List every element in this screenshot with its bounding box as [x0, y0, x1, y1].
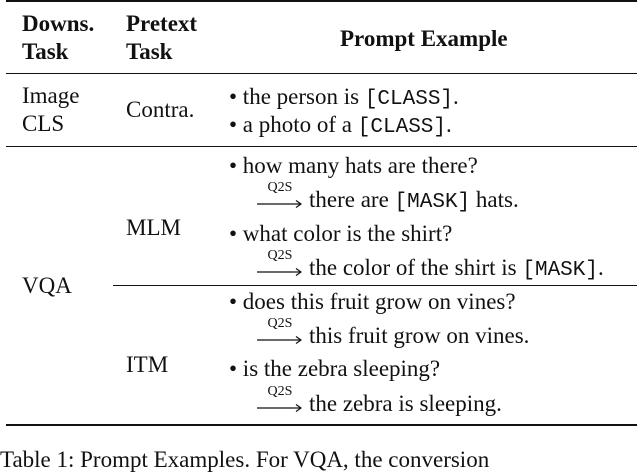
question-line: • is the zebra sleeping? — [229, 356, 441, 381]
question-line: • what color is the shirt? — [229, 221, 453, 246]
prompt-line: • the person is [CLASS]. — [229, 84, 459, 111]
answer-line: Q2S the color of the shirt is [MASK]. — [257, 254, 604, 285]
q2s-arrow-icon: Q2S — [257, 186, 303, 214]
row-rule — [6, 146, 637, 147]
top-rule — [6, 0, 637, 2]
subrow-rule — [113, 285, 637, 286]
q2s-arrow-icon: Q2S — [257, 390, 303, 418]
q2s-arrow-icon: Q2S — [257, 254, 303, 282]
task-vqa: VQA — [22, 273, 72, 298]
table-caption: Table 1: Prompt Examples. For VQA, the conversion — [0, 447, 490, 472]
header-downstream-task: Downs. Task — [22, 11, 95, 64]
answer-line: Q2S there are [MASK] hats. — [257, 186, 519, 217]
pretext-mlm: MLM — [126, 215, 181, 240]
pretext-itm: ITM — [126, 352, 169, 377]
header-rule — [6, 73, 637, 74]
pretext-contra: Contra. — [126, 97, 195, 122]
prompt-examples-table — [6, 0, 637, 426]
header-prompt-example: Prompt Example — [340, 26, 508, 51]
prompt-line: • a photo of a [CLASS]. — [229, 112, 452, 139]
task-image-cls: Image CLS — [22, 83, 80, 136]
header-pretext-task: Pretext Task — [126, 11, 198, 64]
question-line: • does this fruit grow on vines? — [229, 289, 516, 314]
q2s-arrow-icon: Q2S — [257, 322, 303, 350]
answer-line: Q2S this fruit grow on vines. — [257, 322, 529, 350]
answer-line: Q2S the zebra is sleeping. — [257, 390, 502, 418]
bottom-rule — [6, 424, 637, 426]
question-line: • how many hats are there? — [229, 153, 478, 178]
